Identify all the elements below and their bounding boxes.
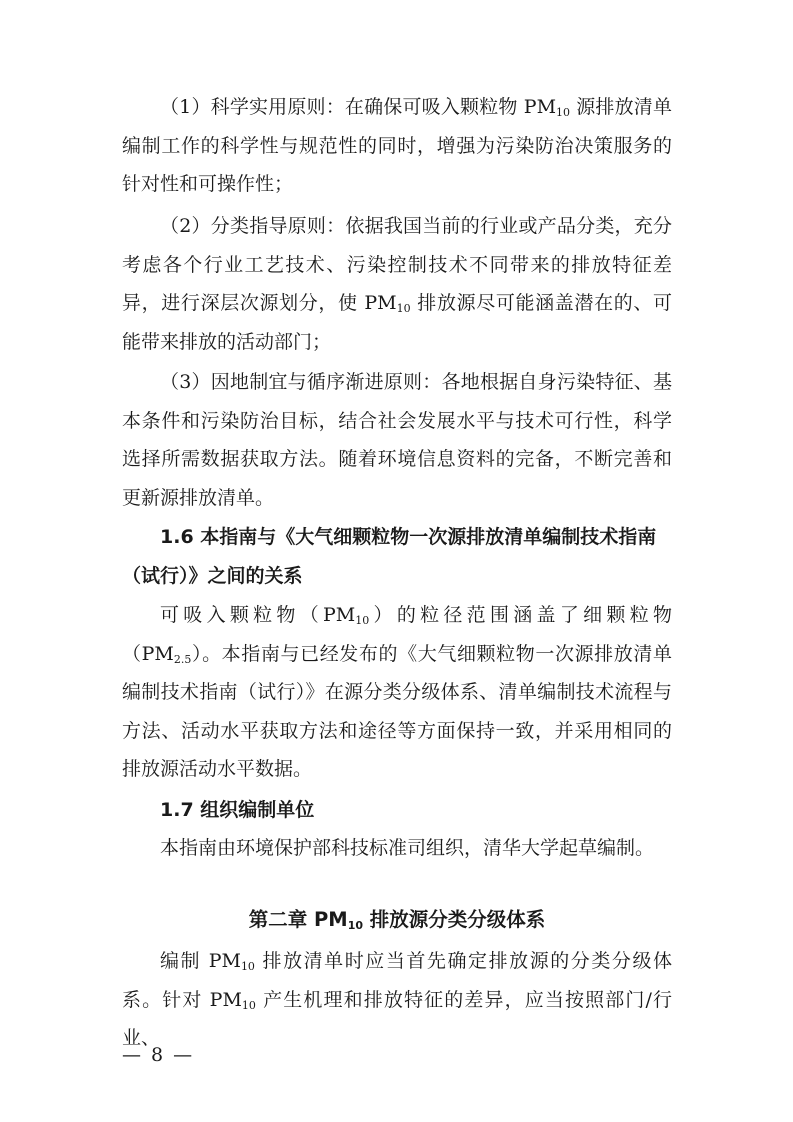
principle-paragraph-1: （1）科学实用原则：在确保可吸入颗粒物 $PM_{10}$ 源排放清单编制工作的科学性与规范性的同时，增强为污染防治决策服务的针对性和可操作性； [122, 96, 672, 195]
principle-paragraph-3: （3）因地制宜与循序渐进原则：各地根据自身污染特征、基本条件和污染防治目标，结合社会发展水平与技术可行性，科学选择所需数据获取方法。随着环境信息资料的完备，不断完善和更新源排放清单。 [122, 371, 672, 509]
organization-paragraph: 本指南由环境保护部科技标准司组织，清华大学起草编制。 [160, 837, 655, 859]
section-heading-1-6: 1.6 本指南与《大气细颗粒物一次源排放清单编制技术指南（试行）》之间的关系 [122, 526, 657, 587]
section-heading-1-7: 1.7 组织编制单位 [160, 799, 315, 821]
page-number: — 8 — [122, 1044, 195, 1066]
principle-paragraph-2: （2）分类指导原则：依据我国当前的行业或产品分类，充分考虑各个行业工艺技术、污染控制技术不同带来的排放特征差异，进行深层次源划分，使 $PM_{10}$ 排放源尽可能涵盖潜在的、可能带来排放的活动部门； [122, 215, 673, 353]
chapter-intro-paragraph: 编制 $PM_{10}$ 排放清单时应当首先确定排放源的分类分级体系。针对 $PM_{10}$ 产生机理和排放特征的差异，应当按照部门/行业、 [122, 950, 673, 1049]
chapter-title: 第二章 $PM_{10}$ 排放源分类分级体系 [248, 908, 546, 932]
relation-paragraph: 可吸入颗粒物$(PM_{10})$的粒径范围涵盖了细颗粒物$(PM_{2.5})$。本指南与已经发布的《大气细颗粒物一次源排放清单编制技术指南（试行）》在源分类分级体系、清单编制技术流程与方法、活动水平获取方法和途径等方面保持一致，并采用相同的排放源活动水平数据。 [122, 604, 672, 780]
